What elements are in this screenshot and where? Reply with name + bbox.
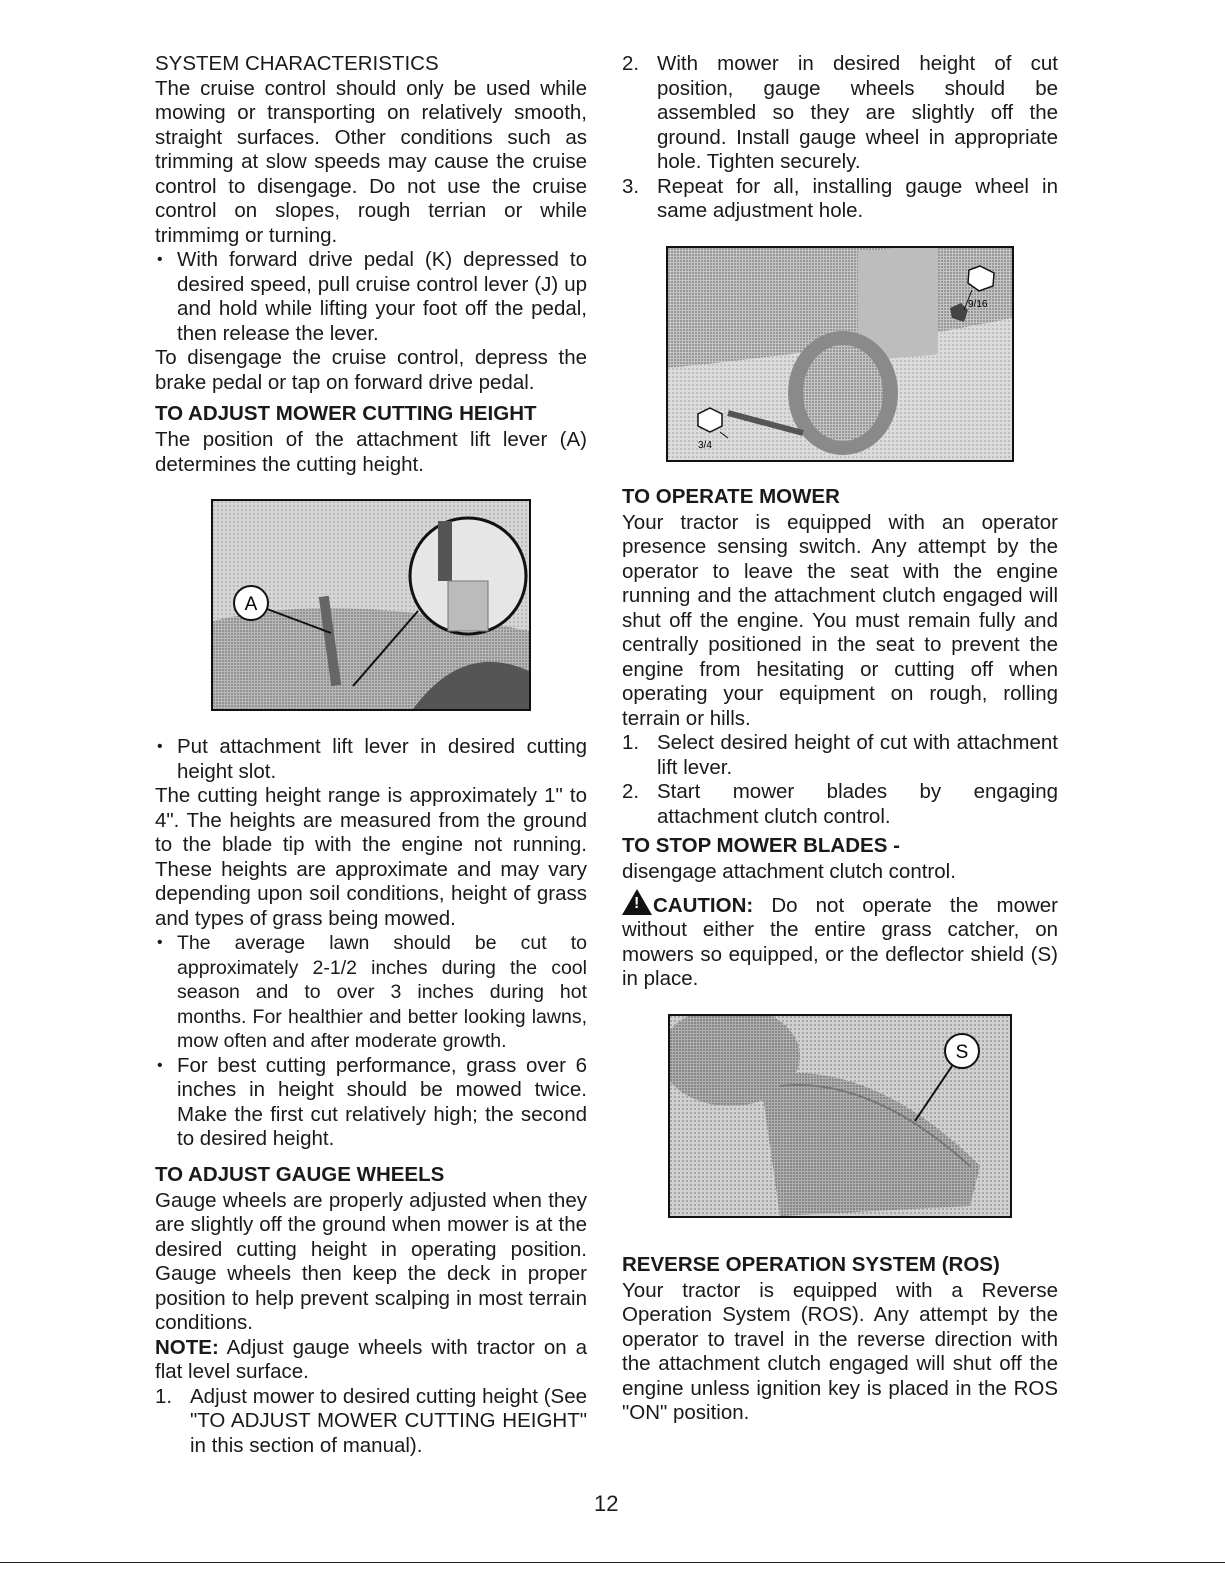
deflector-shield-figure [668, 1014, 1012, 1218]
caution-paragraph [622, 889, 1058, 992]
wrench-size-9-16: 9/16 [968, 298, 988, 310]
warning-triangle-icon [622, 889, 652, 915]
gauge-wheels-text: Gauge wheels are properly adjusted when they are slightly off the ground when mower is at the desired cutting height in operating position. Gauge wheels then keep the deck in proper position to help prevent scalping in most terrain conditions. [155, 1188, 587, 1334]
step-text: Select desired height of cut with attachment lift lever. [657, 731, 1058, 779]
step-number: 1. [155, 1384, 173, 1408]
operate-step-1 [622, 731, 1058, 780]
page-number: 12 [594, 1491, 619, 1516]
system-characteristics-heading: SYSTEM CHARACTERISTICS [155, 52, 439, 75]
adjust-cutting-height-heading: TO ADJUST MOWER CUTTING HEIGHT [155, 402, 537, 425]
ros-heading: REVERSE OPERATION SYSTEM (ROS) [622, 1252, 1000, 1276]
step-text: Start mower blades by engaging attachment clutch control. [657, 780, 1058, 828]
operate-mower-heading: TO OPERATE MOWER [622, 484, 840, 508]
step-number: 1. [622, 731, 640, 754]
system-characteristics-text: The cruise control should only be used while mowing or transporting on relatively smooth, straight surfaces. Other conditions such as trimming at slow speeds may cause the cruise control to disengage. Do not use the cruise control on slopes, rough terrian or while trimmimg or turning. [155, 76, 587, 247]
callout-s-label: S [955, 1041, 969, 1063]
note-text: Adjust gauge wheels with tractor on a flat level surface. [155, 1335, 587, 1383]
lift-lever-bullet: • Put attachment lift lever in desired cutting height slot. [155, 735, 587, 784]
step-number: 2. [622, 52, 640, 75]
left-column [155, 52, 587, 1458]
callout-a-label: A [244, 594, 258, 615]
cutting-height-range-text: The cutting height range is approximately 1" to 4". The heights are measured from the ground to the blade tip with the engine not running. These heights are approximate and may vary depending upon soil conditions, height of grass and types of grass being mowed. [155, 784, 587, 930]
note-label: NOTE: [155, 1335, 219, 1359]
lift-lever-figure [211, 499, 531, 711]
gauge-wheel-illustration [668, 248, 1012, 460]
operate-mower-text: Your tractor is equipped with an operator presence sensing switch. Any attempt by the operator to leave the seat with the engine running and the attachment clutch engaged will shut off the engine. You must remain fully and centrally positioned in the seat to prevent the engine from hesitating or cutting off when operating your equipment on rough, rolling terrain or hills. [622, 510, 1058, 730]
step-text: Adjust mower to desired cutting height (See "TO ADJUST MOWER CUTTING HEIGHT" in this section of manual). [190, 1384, 587, 1457]
gauge-wheel-figure [666, 246, 1014, 462]
gauge-step-1 [155, 1385, 587, 1459]
gauge-note [155, 1336, 587, 1385]
stop-blades-text: disengage attachment clutch control. [622, 860, 956, 883]
stop-blades-heading: TO STOP MOWER BLADES - [622, 834, 900, 857]
gauge-step-3 [622, 175, 1058, 224]
gauge-step-2 [622, 52, 1058, 175]
ros-text: Your tractor is equipped with a Reverse Operation System (ROS). Any attempt by the operator to travel in the reverse direction with the attachment clutch engaged will shut off the engine unless ignition key is placed in the ROS "ON" position. [622, 1278, 1058, 1424]
wrench-size-3-4: 3/4 [698, 439, 712, 451]
cruise-control-bullet: • With forward drive pedal (K) depressed to desired speed, pull cruise control lever (J) up and hold while lifting your foot off the pedal, then release the lever. [155, 248, 587, 346]
best-performance-bullet: • For best cutting performance, grass over 6 inches in height should be mowed twice. Make the first cut relatively high; the second to desired height. [155, 1054, 587, 1152]
right-column [622, 52, 1058, 1426]
step-text: Repeat for all, installing gauge wheel in same adjustment hole. [657, 174, 1058, 222]
bottom-rule [0, 1562, 1225, 1563]
caution-label: CAUTION: [653, 893, 754, 917]
step-number: 3. [622, 174, 640, 198]
average-lawn-bullet: • The average lawn should be cut to approximately 2-1/2 inches during the cool season and to over 3 inches during hot months. For healthier and better looking lawns, mow often and after moderate growth. [155, 931, 587, 1054]
step-text: With mower in desired height of cut position, gauge wheels should be assembled so they are slightly off the ground. Install gauge wheel in appropriate hole. Tighten securely. [657, 52, 1058, 173]
caution-text: Do not operate the mower without either the entire grass catcher, on mowers so equipped, or the deflector shield (S) in place. [622, 893, 1058, 990]
operate-step-2 [622, 780, 1058, 829]
lift-lever-illustration [213, 501, 529, 709]
disengage-cruise-text: To disengage the cruise control, depress the brake pedal or tap on forward drive pedal. [155, 346, 587, 394]
step-number: 2. [622, 780, 640, 803]
cutting-height-intro: The position of the attachment lift lever (A) determines the cutting height. [155, 428, 587, 476]
deflector-shield-illustration [670, 1016, 1010, 1216]
adjust-gauge-wheels-heading: TO ADJUST GAUGE WHEELS [155, 1162, 445, 1186]
